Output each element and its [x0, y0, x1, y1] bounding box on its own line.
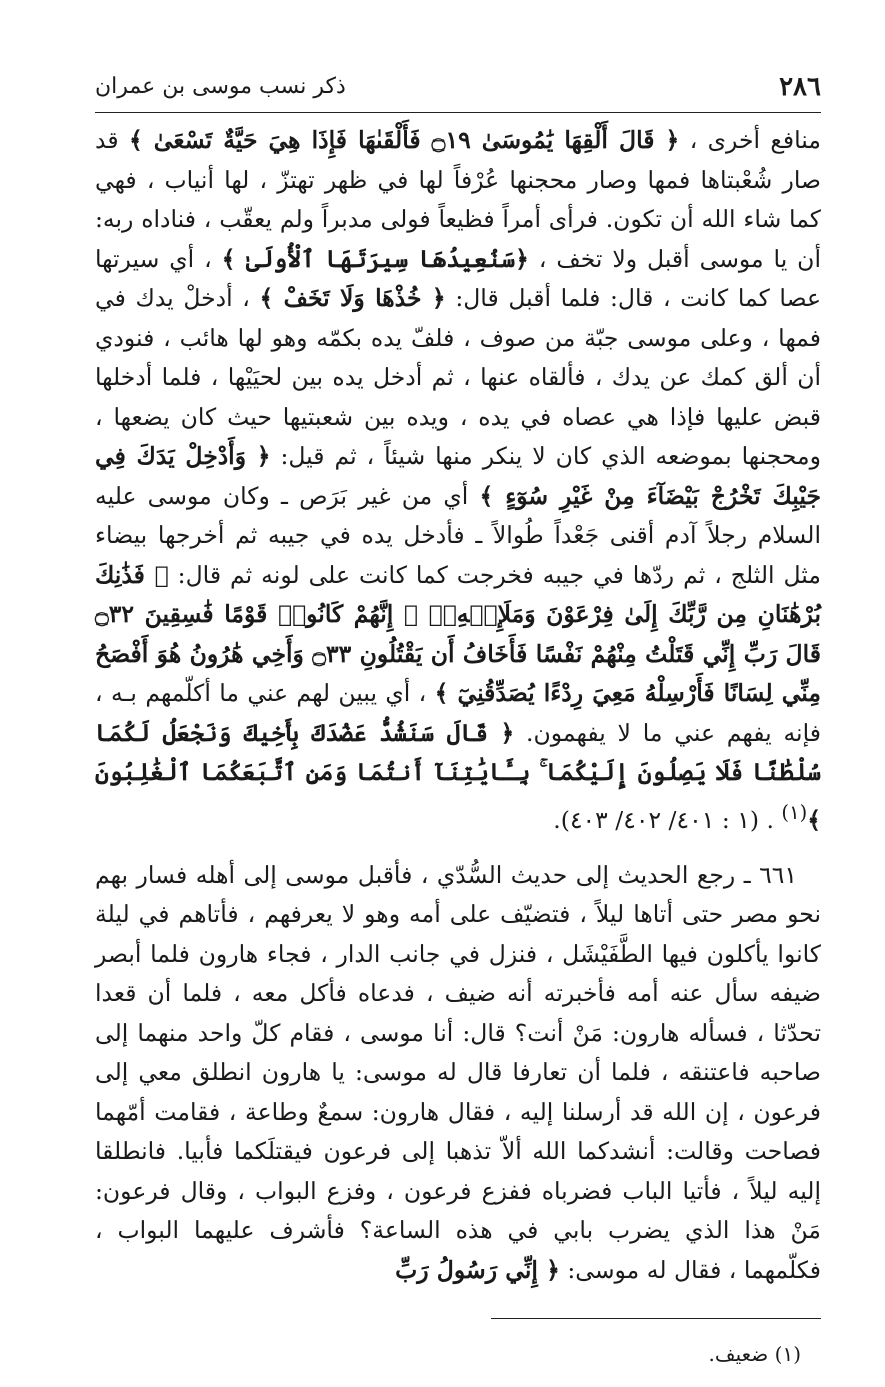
text-segment: ، أي يبين لهم عني ما أكلّمهم بـه ، فإنه يفهم عني ما لا يفهمون. [95, 679, 821, 747]
quran-verse: ﴿ قَالَ أَلْقِهَا يَٰمُوسَىٰ ۝١٩ فَأَلْقَىٰهَا فَإِذَا هِيَ حَيَّةٌ تَسْعَىٰ ﴾ [128, 126, 680, 154]
text-segment: قد صار شُعْبتاها فمها وصار محجنها عُرْفاً لها في ظهر تهتزّ ، لها أنياب ، فهي كما شاء الله أن تكون. فرأى أمراً فظيعاً فولى مدبراً ولم يعقّب ، فناداه ربه: أن يا موسى أقبل ولا تخف ، [95, 126, 821, 273]
footnote-rule [491, 1318, 821, 1319]
header-rule [95, 112, 821, 113]
quran-verse: ﴿سَنُعِيدُهَا سِيرَتَهَا ٱلْأُولَىٰ ﴾ [221, 244, 529, 273]
source-reference: . (١ : ٤٠١/ ٤٠٢/ ٤٠٣). [553, 805, 774, 834]
paragraph-2 [95, 856, 821, 1291]
footnote [95, 1339, 821, 1369]
footnote-marker[interactable]: (١) [781, 800, 808, 824]
running-head [95, 70, 821, 108]
text-segment: أي من غير بَرَص ـ وكان موسى عليه السلام رجلاً آدم أقنى جَعْداً طُوالاً ـ فأدخل يده في جيبه ثم أخرجها بيضاء مثل الثلج ، ثم ردّها في جيبه فخرجت كما كانت على لونه ثم قال: [95, 481, 821, 589]
text-segment: ، أي سيرتها عصا كما كانت ، قال: فلما أقبل قال: [95, 244, 821, 312]
running-title: ذكر نسب موسى بن عمران [95, 74, 346, 99]
quran-verse: ﴿ خُذْهَا وَلَا تَخَفْ ﴾ [259, 284, 446, 312]
footnote-number: (١) [774, 1342, 801, 1367]
footnote-text: ضعيف. [708, 1342, 769, 1367]
quran-verse: ﴿ فَذَٰنِكَ بُرْهَٰنَانِ مِن رَّبِّكَ إِلَىٰ فِرْعَوْنَ وَمَلَإِي۟هِۦٓ ۚ إِنَّهُمْ كَانُوا۟ قَوْمًا فَٰسِقِينَ ۝٣٢ قَالَ رَبِّ إِنِّي قَتَلْتُ مِنْهُمْ نَفْسًا فَأَخَافُ أَن يَقْتُلُونِ ۝٣٣ وَأَخِي هَٰرُونُ هُوَ أَفْصَحُ مِنِّي لِسَانًا فَأَرْسِلْهُ مَعِيَ رِدْءًا يُصَدِّقُنِيٓ ﴾ [95, 560, 822, 707]
quran-verse: ﴿ وَأَدْخِلْ يَدَكَ فِي جَيْبِكَ تَخْرُجْ بَيْضَآءَ مِنْ غَيْرِ سُوٓءٍ ﴾ [95, 442, 821, 510]
text-segment: منافع أخرى ، [689, 126, 821, 154]
book-page [95, 70, 821, 1369]
text-segment: ، أدخلْ يدك في فمها ، وعلى موسى جبّة من صوف ، فلفّ يده بكمّه وهو لها هائب ، فنودي أن ألق كمك عن يدك ، فألقاه عنها ، ثم أدخل يده بين لحيَيْها ، فلما أدخلها قبض عليها فإذا هي عصاه في يده ، ويده بين شعبتيها حيث كان يضعها ، ومحجنها بموضعه الذي كان لا ينكر منها شيئاً ، ثم قيل: [95, 284, 821, 470]
paragraph-1 [95, 121, 821, 840]
page-number: ٢٨٦ [779, 72, 821, 102]
quran-verse: ﴿ قَالَ سَنَشُدُّ عَضُدَكَ بِأَخِيكَ وَنَجْعَلُ لَكُمَا سُلْطَٰنًا فَلَا يَصِلُونَ إِلَيْكُمَا ۚ بِـَٔايَٰتِنَآ أَنتُمَا وَمَنِ ٱتَّبَعَكُمَا ٱلْغَٰلِبُونَ ﴾ [95, 718, 821, 834]
text-segment: ٦٦١ ـ رجع الحديث إلى حديث السُّدّي ، فأقبل موسى إلى أهله فسار بهم نحو مصر حتى أتاها ليلاً ، فتضيّف على أمه وهو لا يعرفهم ، فأتاهم في ليلة كانوا يأكلون فيها الطَّفَيْشَل ، فنزل في جانب الدار ، فجاء هارون فلما أبصر ضيفه سأل عنه أمه فأخبرته أنه ضيف ، فدعاه فأكل معه ، فلما أن قعدا تحدّثا ، فسأله هارون: مَنْ أنت؟ قال: أنا موسى ، فقام كلّ واحد منهما إلى صاحبه فاعتنقه ، فلما أن تعارفا قال له موسى: يا هارون انطلق معي إلى فرعون ، إن الله قد أرسلنا إليه ، فقال هارون: سمعٌ وطاعة ، فقامت أمّهما فصاحت وقالت: أنشدكما الله ألاّ تذهبا إلى فرعون فيقتلَكما فأبيا. فانطلقا إليه ليلاً ، فأتيا الباب فضرباه ففزع فرعون ، وفزع البواب ، وقال فرعون: مَنْ هذا الذي يضرب بابي في هذه الساعة؟ فأشرف عليهما البواب ، فكلّمهما ، فقال له موسى: [95, 860, 821, 1284]
quran-verse: ﴿ إِنِّي رَسُولُ رَبِّ [395, 1255, 560, 1284]
